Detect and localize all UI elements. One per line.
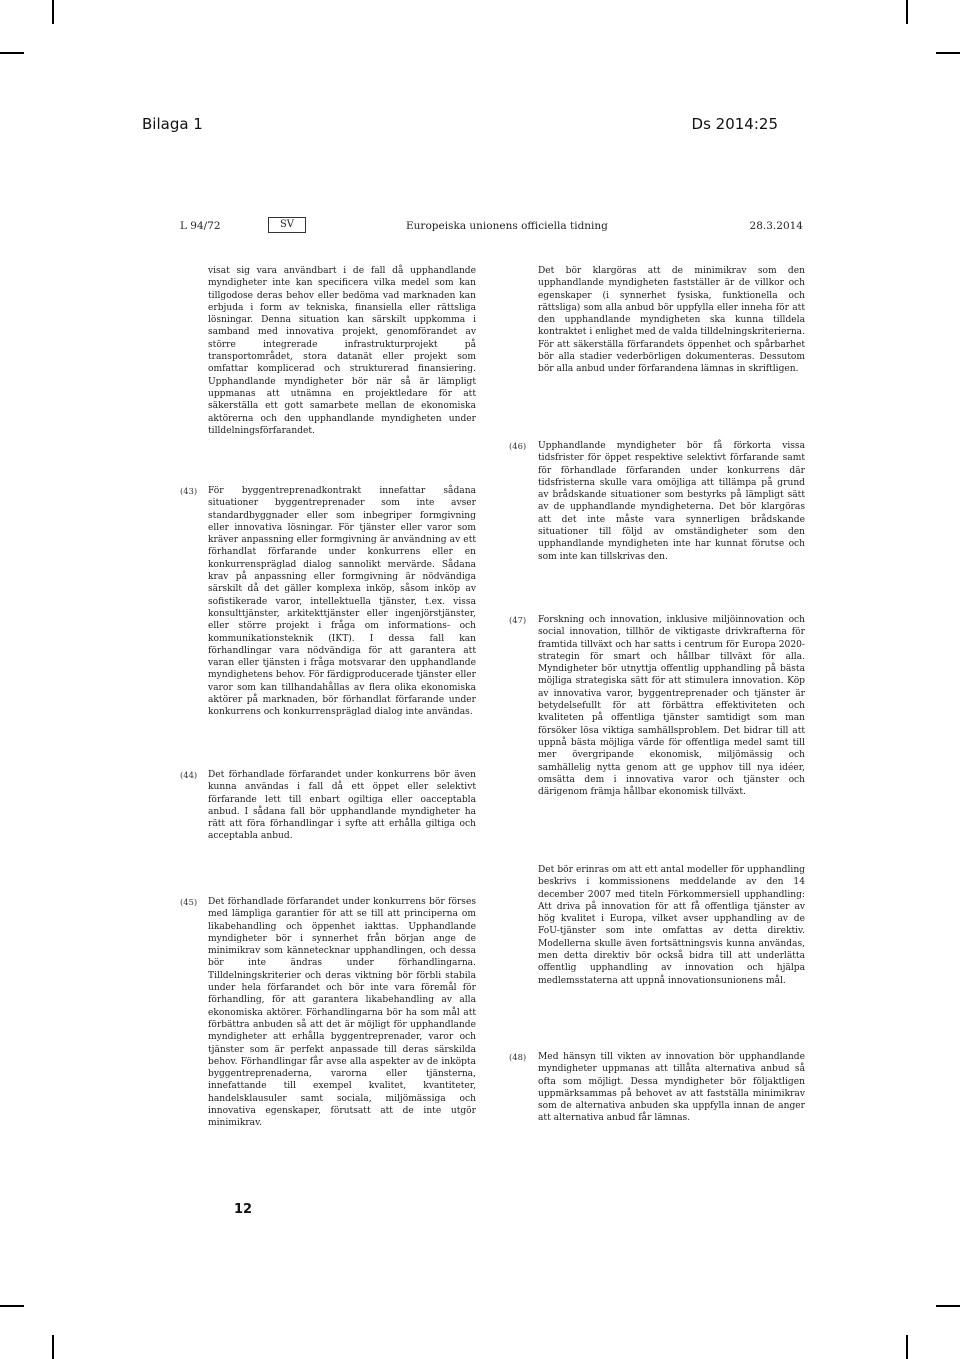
recital-text: Forskning och innovation, inklusive miljöinnovation och social innovation, tillhör de viktigaste drivkrafterna för framtida tillväxt och har satts i centrum för Europa 2020-strategin för smart och hållbar tillväxt för alla. Myndigheter bör utnyttja offentlig upphandling på bästa möjliga strategiska sätt för att stimulera innovation. Köp av innovativa varor, byggentreprenader och tjänster är betydelsefullt för att förbättra effektiviteten och kvaliteten på offentliga tjänster samtidigt som man försöker lösa viktiga samhällsproblem. Det bidrar till att uppnå bästa möjliga värde för offentliga medel samt till mer övergripande ekonomisk, miljömässig och samhällelig nytta genom att ge upphov till nya idéer, omsätta dem i innovativa varor och tjänster och därigenom främja hållbar ekonomisk tillväxt.	[538, 615, 805, 798]
recital-continuation: Det bör erinras om att ett antal modeller för upphandling beskrivs i kommissionens meddelande av den 14 december 2007 med titeln Förkommersiell upphandling: Att driva på innovation för att få offentliga tjänster av hög kvalitet i Europa, vilket avser upphandling av de FoU-tjänster som inte omfattas av detta direktiv. Modellerna skulle även fortsättningsvis kunna användas, men detta direktiv bör också bidra till att underlätta offentlig upphandling av innovation och hjälpa medlemsstaterna att uppnå innovationsunionens mål.	[538, 865, 805, 986]
crop-mark	[0, 52, 24, 54]
recital-text: Upphandlande myndigheter bör få förkorta vissa tidsfrister för öppet respektive selektivt förfarande samt för förhandlade förfaranden under konkurrens där tidsfristerna skulle vara omöjliga att tillämpa på grund av brådskande situationer som bestyrks på lämpligt sätt av de upphandlande myndigheterna. Det bör klargöras att det inte måste vara synnerligen brådskande situationer till följd av omständigheter som den upphandlande myndigheten inte har kunnat förutse och som inte kan tillskrivas den.	[538, 441, 805, 562]
recital-number: (47)	[509, 615, 527, 625]
recital-text: Det förhandlade förfarandet under konkurrens bör även kunna användas i fall då ett öppet eller selektivt förfarande lett till enbart ogiltiga eller oacceptabla anbud. I sådana fall bör upphandlande myndigheter ha rätt att föra förhandlingar i syfte att erhålla giltiga och acceptabla anbud.	[208, 770, 476, 842]
recital-number: (46)	[509, 441, 527, 451]
right-continuation-paragraph: Det bör klargöras att de minimikrav som den upphandlande myndigheten fastställer är de villkor och egenskaper (i synnerhet fysiska, funktionella och rättsliga) som alla anbud bör uppfylla eller inneha för att den upphandlande myndigheten ska kunna tilldela kontraktet i enlighet med de valda tilldelningskriterierna. För att säkerställa förfarandets öppenhet och spårbarhet bör alla stadier vederbörligen dokumenteras. Dessutom bör alla anbud under förfarandena lämnas in skriftligen.	[538, 266, 805, 375]
crop-mark	[52, 1335, 54, 1359]
journal-date: 28.3.2014	[749, 220, 803, 232]
recital-text: Det förhandlade förfarandet under konkurrens bör förses med lämpliga garantier för att se till att principerna om likabehandling och öppenhet iakttas. Upphandlande myndigheter bör i synnerhet från början ange de minimikrav som kännetecknar upphandlingen, och dessa bör inte ändras under förhandlingarna. Tilldelningskriterier och deras viktning bör förbli stabila under hela förfarandet och bör inte vara föremål för förhandling, för att garantera likabehandling av alla ekonomiska aktörer. Förhandlingarna bör ha som mål att förbättra anbuden så att det är möjligt för upphandlande myndigheter att erhålla byggentreprenader, varor och tjänster som är perfekt anpassade till deras särskilda behov. Förhandlingar får avse alla aspekter av de inköpta byggentreprenaderna, varorna eller tjänsterna, innefattande till exempel kvalitet, kvantiteter, handelsklausuler samt sociala, miljömässiga och innovativa egenskaper, förutsatt att de inte utgör minimikrav.	[208, 897, 476, 1129]
language-box: SV	[268, 217, 306, 233]
recital-number: (45)	[180, 897, 198, 907]
recital-number: (44)	[180, 770, 198, 780]
journal-page-ref: L 94/72	[180, 220, 221, 232]
document-series-label: Ds 2014:25	[691, 115, 778, 133]
crop-mark	[936, 52, 960, 54]
appendix-label: Bilaga 1	[142, 115, 203, 133]
recital-text: För byggentreprenadkontrakt innefattar sådana situationer byggentreprenader som inte avser standardbyggnader eller som inbegriper formgivning eller innovativa lösningar. För tjänster eller varor som kräver anpassning eller formgivning är användning av ett förhandlat förfarande under konkurrens eller en konkurrenspräglad dialog sannolikt mervärde. Sådana krav på anpassning eller formgivning är nödvändiga särskilt då det gäller komplexa inköp, såsom inköp av sofistikerade varor, intellektuella tjänster, t.ex. vissa konsulttjänster, arkitekttjänster eller ingenjörstjänster, eller större projekt i fråga om informations- och kommunikationsteknik (IKT). I dessa fall kan förhandlingar vara nödvändiga för att garantera att varan eller tjänsten i fråga motsvarar den upphandlande myndighetens behov. För färdigproducerade tjänster eller varor som kan tillhandahållas av flera olika ekonomiska aktörer på marknaden, bör förhandlat förfarande under konkurrens och konkurrenspräglad dialog inte användas.	[208, 486, 476, 718]
crop-mark	[906, 0, 908, 24]
journal-header	[180, 220, 803, 236]
recital-number: (43)	[180, 486, 198, 496]
crop-mark	[906, 1335, 908, 1359]
crop-mark	[0, 1305, 24, 1307]
recital-number: (48)	[509, 1052, 527, 1062]
journal-title: Europeiska unionens officiella tidning	[406, 220, 608, 232]
recital-text: Med hänsyn till vikten av innovation bör upphandlande myndigheter uppmanas att tillåta alternativa anbud så ofta som möjligt. Dessa myndigheter bör följaktligen uppmärksammas på behovet av att fastställa minimikrav som de alternativa anbuden ska uppfylla innan de anger att alternativa anbud får lämnas.	[538, 1052, 805, 1124]
left-continuation-paragraph: visat sig vara användbart i de fall då upphandlande myndigheter inte kan specificera vilka medel som kan tillgodose deras behov eller bedöma vad marknaden kan erbjuda i form av tekniska, finansiella eller rättsliga lösningar. Denna situation kan särskilt uppkomma i samband med innovativa projekt, genomförandet av större integrerade infrastrukturprojekt på transportområdet, stora datanät eller projekt som omfattar komplicerad och strukturerad finansiering. Upphandlande myndigheter bör när så är lämpligt uppmanas att utnämna en projektledare för att säkerställa ett gott samarbete mellan de ekonomiska aktörerna och den upphandlande myndigheten under tilldelningsförfarandet.	[208, 266, 476, 436]
crop-mark	[936, 1305, 960, 1307]
crop-mark	[52, 0, 54, 24]
page-number: 12	[234, 1202, 253, 1217]
